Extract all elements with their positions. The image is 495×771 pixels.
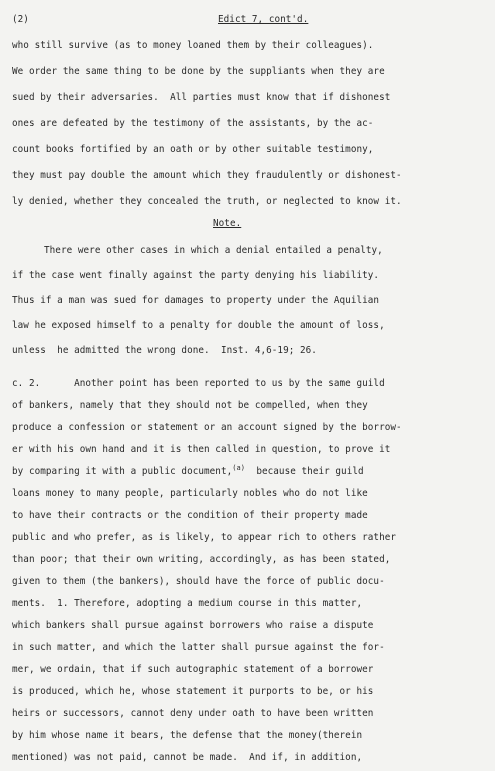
text-line: mer, we ordain, that if such autographic statement of a borrower — [12, 664, 374, 675]
text-line: if the case went finally against the party denying his liability. — [12, 270, 380, 281]
text-line: sued by their adversaries. All parties must know that if dishonest — [12, 92, 391, 103]
text-line: public and who prefer, as is likely, to appear rich to others rather — [12, 532, 397, 543]
text-line: heirs or successors, cannot deny under oath to have been written — [12, 708, 374, 719]
text-line: We order the same thing to be done by the suppliants when they are — [12, 66, 385, 77]
page-number: (2) — [12, 14, 29, 25]
text-line: loans money to many people, particularly nobles who do not like — [12, 488, 368, 499]
text-line: they must pay double the amount which they fraudulently or dishonest- — [12, 170, 402, 181]
text-line: law he exposed himself to a penalty for double the amount of loss, — [12, 320, 385, 331]
text-line: produce a confession or statement or an account signed by the borrow- — [12, 422, 402, 433]
text-line: mentioned) was not paid, cannot be made. And if, in addition, — [12, 752, 363, 763]
text-line: is produced, which he, whose statement it purports to be, or his — [12, 686, 374, 697]
text-line: ones are defeated by the testimony of the assistants, by the ac- — [12, 118, 374, 129]
text-line: ly denied, whether they concealed the truth, or neglected to know it. — [12, 196, 402, 207]
footnote-marker: (a) — [232, 463, 246, 472]
text-line: c. 2. Another point has been reported to us by the same guild — [12, 378, 385, 389]
text-line: There were other cases in which a denial entailed a penalty, — [44, 245, 383, 256]
text-line: er with his own hand and it is then called in question, to prove it — [12, 444, 391, 455]
text-line: unless he admitted the wrong done. Inst. 4,6-19; 26. — [12, 345, 317, 356]
page-title: Edict 7, cont'd. — [218, 14, 309, 25]
text-line: Thus if a man was sued for damages to property under the Aquilian — [12, 295, 380, 306]
text-line: than poor; that their own writing, accordingly, as has been stated, — [12, 554, 391, 565]
text-fragment: by comparing it with a public document, — [12, 466, 233, 477]
text-line: which bankers shall pursue against borrowers who raise a dispute — [12, 620, 374, 631]
text-line: count books fortified by an oath or by other suitable testimony, — [12, 144, 374, 155]
text-line: who still survive (as to money loaned them by their colleagues). — [12, 40, 374, 51]
note-heading: Note. — [213, 218, 242, 229]
text-line-with-footnote — [12, 463, 364, 478]
text-fragment: because their guild — [245, 466, 364, 477]
text-line: in such matter, and which the latter shall pursue against the for- — [12, 642, 385, 653]
text-line: to have their contracts or the condition of their property made — [12, 510, 368, 521]
text-line: by him whose name it bears, the defense that the money(therein — [12, 730, 363, 741]
text-line: given to them (the bankers), should have the force of public docu- — [12, 576, 385, 587]
text-line: of bankers, namely that they should not be compelled, when they — [12, 400, 368, 411]
text-line: ments. 1. Therefore, adopting a medium course in this matter, — [12, 598, 363, 609]
